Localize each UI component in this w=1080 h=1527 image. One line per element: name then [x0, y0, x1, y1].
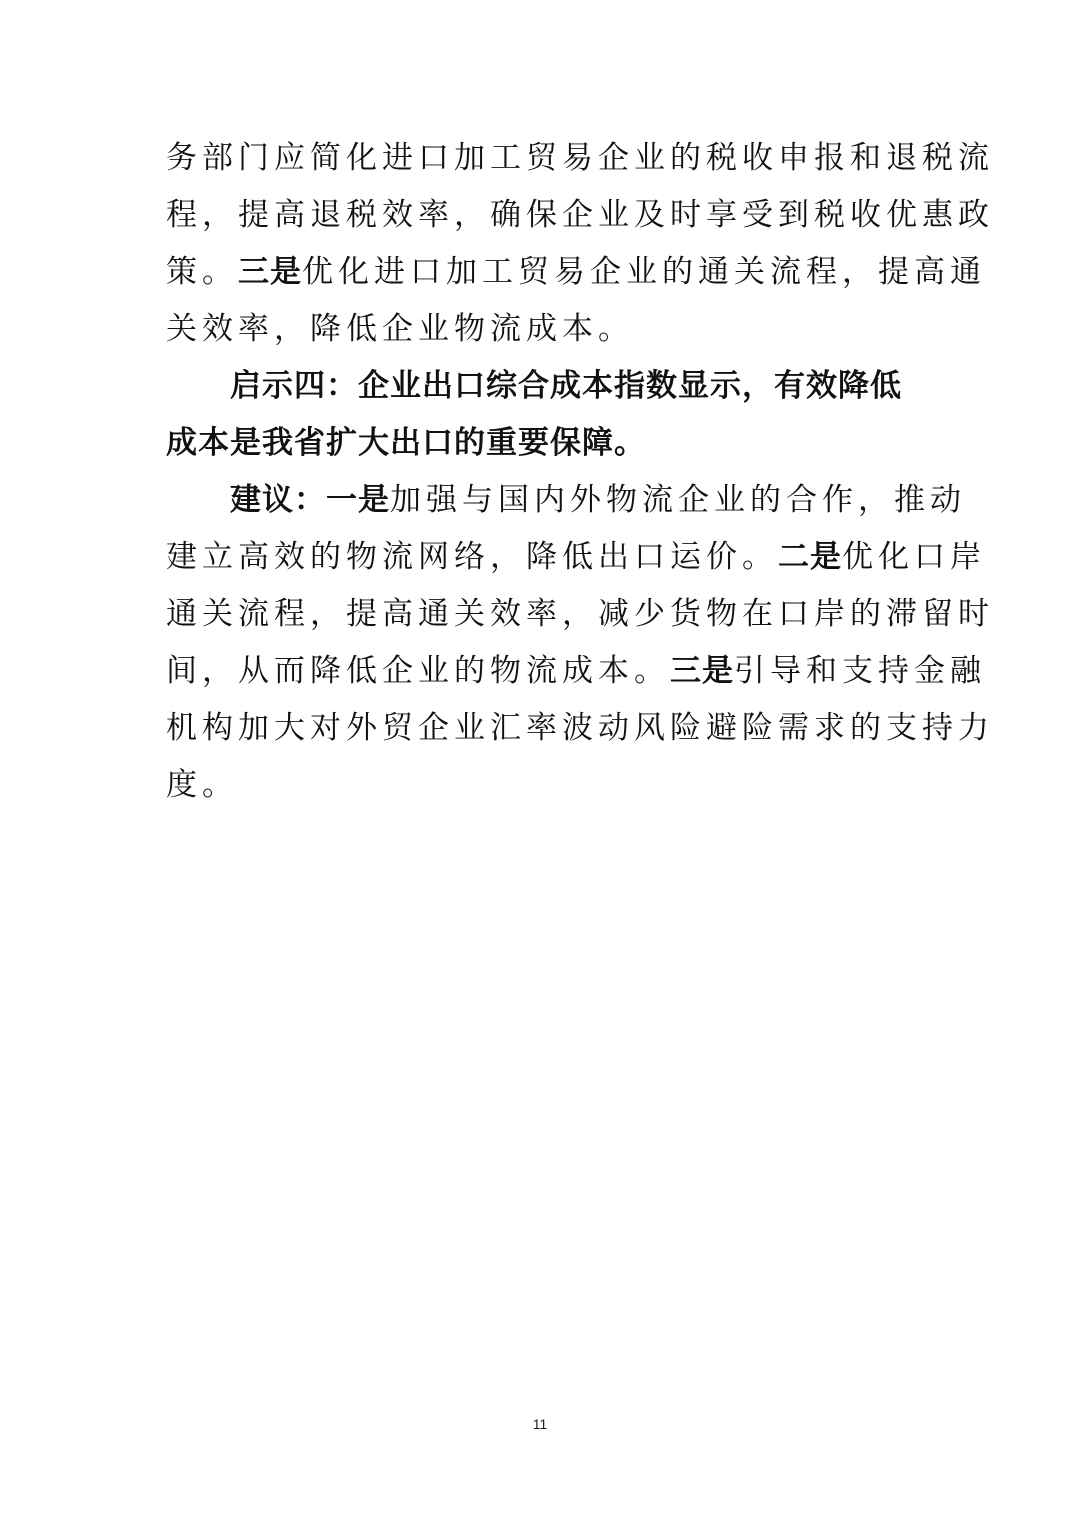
text-run: 机构加大对外贸企业汇率波动风险避险需求的支持力: [166, 710, 994, 746]
text-run: 度。: [166, 767, 238, 803]
text-run: 务部门应简化进口加工贸易企业的税收申报和退税流: [166, 140, 994, 176]
bold-lead-text: 二是: [778, 539, 842, 575]
suggestion-line-3: [166, 586, 994, 642]
text-run: 建立高效的物流网络，降低出口运价。: [166, 539, 778, 575]
suggestion-line-5: [166, 700, 994, 756]
paragraph-1-line-1: [166, 130, 994, 186]
text-run: 关效率，降低企业物流成本。: [166, 311, 634, 347]
paragraph-1-line-4: [166, 301, 916, 357]
text-run: 程，提高退税效率，确保企业及时享受到税收优惠政: [166, 197, 994, 233]
text-run: 间，从而降低企业的物流成本。: [166, 653, 670, 689]
text-run: 成本是我省扩大出口的重要保障。: [166, 425, 646, 461]
text-run: 策。: [166, 254, 238, 290]
bold-lead-text: 三是: [670, 653, 734, 689]
bold-lead-text: 建议：一是: [230, 482, 390, 518]
text-run: 优化口岸: [842, 539, 986, 575]
text-run: 加强与国内外物流企业的合作，推动: [390, 482, 966, 518]
suggestion-line-4: [166, 643, 986, 699]
suggestion-line-1: [230, 472, 966, 528]
paragraph-1-line-3: [166, 244, 986, 300]
insight-heading-line-1: [230, 358, 916, 414]
page-number: 11: [532, 1416, 548, 1432]
bold-lead-text: 三是: [238, 254, 302, 290]
text-run: 引导和支持金融: [734, 653, 986, 689]
text-run: 通关流程，提高通关效率，减少货物在口岸的滞留时: [166, 596, 994, 632]
suggestion-line-2: [166, 529, 986, 585]
insight-heading-line-2: [166, 415, 916, 471]
text-run: 优化进口加工贸易企业的通关流程，提高通: [302, 254, 986, 290]
paragraph-1-line-2: [166, 187, 994, 243]
suggestion-line-6: [166, 757, 916, 813]
text-run: 启示四：企业出口综合成本指数显示，有效降低: [230, 368, 902, 404]
